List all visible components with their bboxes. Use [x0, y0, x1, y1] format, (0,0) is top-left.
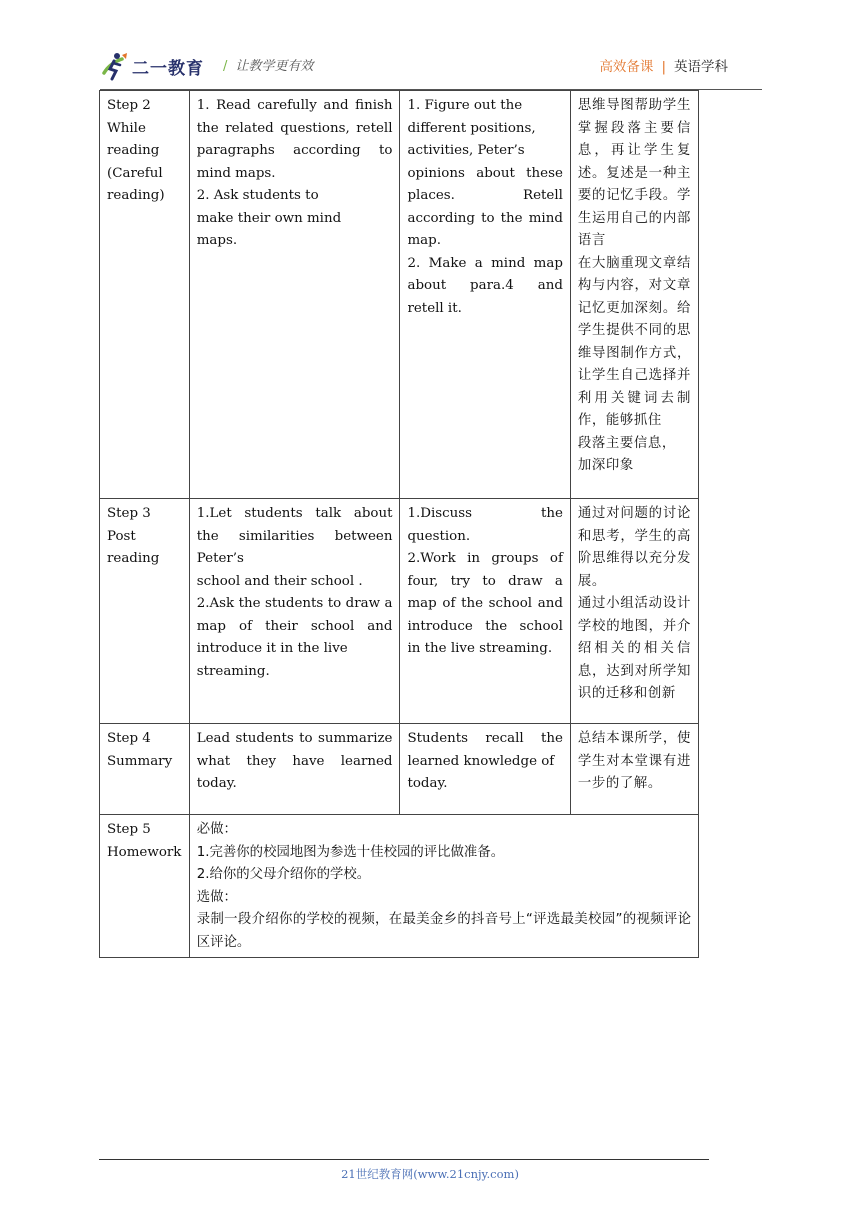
homework-cell: [189, 815, 698, 958]
step-cell: [100, 91, 190, 499]
slogan: [223, 55, 313, 74]
teacher-activity-cell: [189, 91, 400, 499]
text-line: 总结本课所学，使学生对本堂课有进一步的了解。: [577, 731, 691, 791]
homework-line: 1.完善你的校园地图为参选十佳校园的评比做准备。: [196, 844, 505, 860]
step-cell: [100, 499, 190, 724]
purpose-cell: [570, 724, 698, 815]
text-line: 1.Let students talk about the similarities between Peter’s: [196, 506, 393, 566]
step-line: reading): [107, 188, 165, 203]
text-line: 在大脑重现文章结构与内容，对文章记忆更加深刻。给学生提供不同的思维导图制作方式，让学生自己选择并利用关键词去制作，能够抓住: [577, 255, 691, 428]
text-line: 加深印象: [577, 458, 634, 473]
step-line: Post: [107, 528, 136, 544]
step-line: reading: [107, 143, 160, 158]
text-line: 2.Work in groups of four, try to draw a map of the school and introduce the school in the live streaming.: [407, 551, 563, 656]
footer-divider: [99, 1159, 709, 1160]
table-row-step2: [100, 91, 699, 499]
text-line: Lead students to summarize what they have learned today.: [196, 731, 393, 791]
text-line: 2. Ask students to: [196, 188, 319, 203]
header-separator: |: [661, 59, 666, 75]
text-line: 通过小组活动设计学校的地图，并介绍相关的相关信息，达到对所学知识的迁移和创新: [577, 596, 691, 701]
step-cell: [100, 724, 190, 815]
runner-logo-icon: [100, 51, 130, 81]
text-line: make their own mind: [196, 210, 342, 226]
logo-text: 二一教育: [132, 58, 204, 79]
text-line: different positions,: [407, 120, 536, 136]
step-line: Step 5: [107, 822, 151, 837]
step-line: Step 4: [107, 731, 151, 746]
table-row-step5: [100, 815, 699, 958]
homework-line: 2.给你的父母介绍你的学校。: [196, 867, 371, 882]
text-line: 思维导图帮助学生掌握段落主要信息，再让学生复述。复述是一种主要的记忆手段。学生运用自己的内部语言: [577, 98, 691, 248]
text-line: school and their school .: [196, 573, 363, 589]
text-line: maps.: [196, 233, 238, 248]
text-line: 段落主要信息，: [577, 435, 676, 451]
text-line: 2. Make a mind map about para.4 and retell it.: [407, 255, 563, 316]
text-line: 1.Discuss the question.: [407, 506, 563, 544]
step-line: While: [107, 120, 146, 136]
step-line: (Careful: [107, 165, 163, 181]
text-line: streaming.: [196, 663, 270, 679]
slogan-text: 让教学更有效: [235, 59, 314, 74]
teacher-activity-cell: [189, 724, 400, 815]
logo: [100, 48, 204, 84]
text-line: Students recall the learned knowledge of: [407, 731, 563, 769]
teacher-activity-cell: [189, 499, 400, 724]
step-line: Homework: [107, 844, 182, 860]
header-label-a: 高效备课: [599, 59, 654, 75]
step-line: Summary: [107, 753, 173, 769]
student-activity-cell: [400, 499, 570, 724]
step-line: Step 3: [107, 506, 151, 521]
header-label-b: 英语学科: [674, 59, 728, 75]
text-line: 1. Figure out the: [407, 98, 523, 113]
text-line: 2.Ask the students to draw a map of their school and introduce it in the live: [196, 596, 393, 656]
homework-line: 必做：: [196, 822, 237, 837]
text-line: today.: [407, 776, 448, 791]
homework-line: 选做：: [196, 889, 237, 905]
slash-icon: /: [223, 59, 228, 74]
homework-line: 录制一段介绍你的学校的视频，在最美金乡的抖音号上“评选最美校园”的视频评论区评论。: [196, 912, 691, 950]
student-activity-cell: [400, 91, 570, 499]
step-line: reading: [107, 551, 160, 566]
header-subject: [599, 55, 728, 75]
step-cell: [100, 815, 190, 958]
table-row-step4: [100, 724, 699, 815]
step-line: Step 2: [107, 98, 151, 113]
page-header: [100, 44, 762, 90]
text-line: 1. Read carefully and finish the related questions, retell paragraphs according to mind maps.: [196, 98, 393, 181]
student-activity-cell: [400, 724, 570, 815]
purpose-cell: [570, 91, 698, 499]
text-line: 通过对问题的讨论和思考，学生的高阶思维得以充分发展。: [577, 506, 691, 589]
purpose-cell: [570, 499, 698, 724]
text-line: activities, Peter’s: [407, 143, 525, 158]
lesson-plan-table: [99, 90, 699, 958]
text-line: opinions about these places. Retell according to the mind map.: [407, 165, 563, 248]
table-row-step3: [100, 499, 699, 724]
footer-text: 21世纪教育网(www.21cnjy.com): [341, 1167, 519, 1181]
